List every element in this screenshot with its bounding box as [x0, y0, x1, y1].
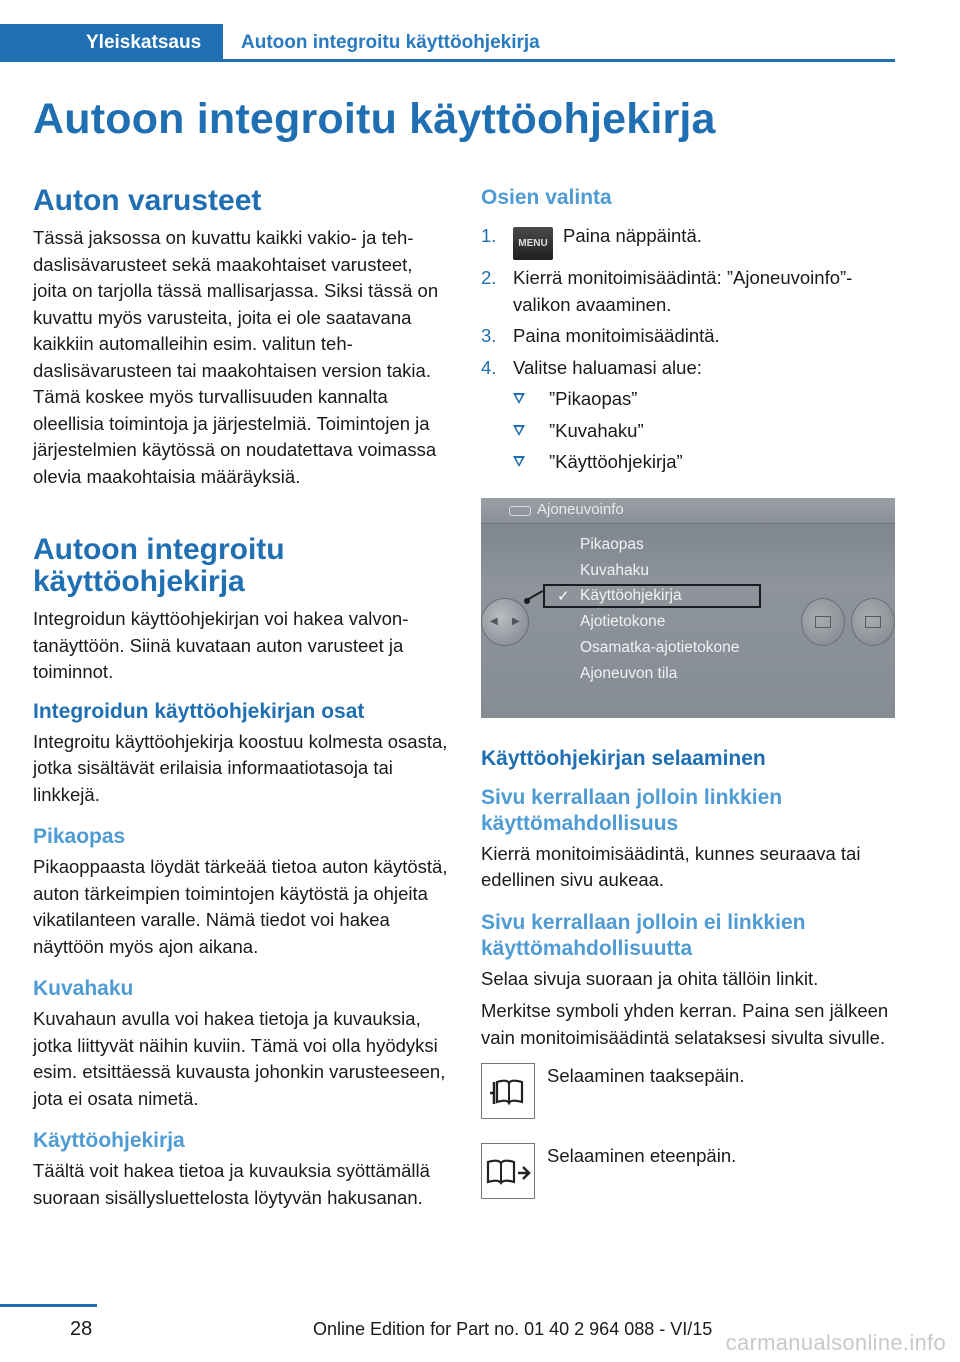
- footer-rule: [0, 1304, 97, 1307]
- heading-selaaminen: Käyttöohjekirjan selaaminen: [481, 746, 766, 770]
- chapter-header: [0, 24, 895, 62]
- book-back-icon: [481, 1063, 535, 1119]
- book-forward-icon: [481, 1143, 535, 1199]
- paragraph-kayttoohjekirja: Täältä voit hakea tietoa ja kuvauksia syöttämällä suoraan sisällysluettelosta löytyvän hakusanan.: [33, 1160, 430, 1208]
- controller-knob-icon: ◀ ▶: [481, 598, 529, 646]
- heading-pikaopas: Pikaopas: [33, 825, 126, 848]
- bullet-triangle-icon: [513, 456, 525, 467]
- paragraph-integroidun-osat: Integroitu käyttöohjekirja koostuu kolmesta osasta, jotka sisältävät erilaisia informaatiotasoja tai linkkejä.: [33, 730, 448, 805]
- edition-info: Online Edition for Part no. 01 40 2 964 088 - VI/15: [313, 1319, 713, 1339]
- paragraph-kuvahaku: Kuvahaun avulla voi hakea tietoja ja kuvauksia, jotka liittyvät näihin kuviin. Tämä voi olla hyödyksi esim. etsittäessä kuvausta johonkin varusteeseen, jota ei osata nimetä.: [33, 1008, 446, 1109]
- car-icon: [509, 506, 531, 516]
- screen-side-button-icon: [851, 598, 895, 646]
- paragraph-pikaopas: Pikaoppaasta löydät tärkeää tietoa auton käytöstä, auton tärkeimpien toimintojen käytöstä ja ohjeita vikatilanteen varalle. Nämä tiedot voi hakea näyttöön myös ajon aikana.: [33, 856, 448, 957]
- chapter-tab-yleiskatsaus[interactable]: Yleiskatsaus: [0, 24, 223, 62]
- screen-menu-item: Osamatka-ajotietokone: [580, 638, 740, 656]
- bullet-triangle-icon: [513, 393, 525, 404]
- heading-sivu-linkit: Sivu kerrallaan jolloin linkkien käyttömahdollisuus: [481, 785, 783, 835]
- section-tab-integrated-manual[interactable]: Autoon integroitu käyttöohjekirja: [241, 32, 540, 53]
- right-column: [481, 185, 901, 1201]
- step-item: 4. Valitse haluamasi alue:: [481, 356, 702, 378]
- forward-label: Selaaminen eteenpäin.: [547, 1145, 737, 1166]
- step-item: 2. Kierrä monitoimisäädintä: ”Ajoneuvoinfo”-valikon avaaminen.: [481, 267, 853, 315]
- heading-kayttoohjekirja: Käyttöohjekirja: [33, 1129, 185, 1152]
- heading-auton-varusteet: Auton varusteet: [33, 184, 262, 217]
- heading-autoon-integroitu: Autoon integroitu käyttöohjekirja: [33, 533, 285, 598]
- screen-menu-item: Ajotietokone: [580, 612, 666, 630]
- pointer-line: [527, 590, 544, 601]
- paragraph-auton-varusteet: Tässä jaksossa on kuvattu kaikki vakio- ja tehdaslisävarusteet sekä maakohtaiset varusteet, joita on tarjolla tässä mallisarjassa. Siksi tässä on kuvattu myös varusteita, joita ei ole saatavana kaikkiin automalleihin esim. valitun tehdaslisävarusteen tai maakohtaisen version takia. Tämä koskee myös turvallisuuden kannalta oleellisia toimintoja ja järjestelmiä. Toimintojen ja järjestelmien käytössä on noudatettava voimassa olevia maakohtaisia määräyksiä.: [33, 227, 439, 487]
- heading-integroidun-osat: Integroidun käyttöohjekirjan osat: [33, 699, 365, 723]
- option-item: ”Pikaopas”: [481, 386, 901, 413]
- bullet-triangle-icon: [513, 425, 525, 436]
- step-item: 3. Paina monitoimisäädintä.: [481, 325, 720, 346]
- heading-sivu-ei-linkit: Sivu kerrallaan jolloin ei linkkien käyttömahdollisuutta: [481, 910, 806, 960]
- screen-menu-item: Pikaopas: [580, 535, 644, 553]
- heading-osien-valinta: Osien valinta: [481, 186, 612, 209]
- screen-menu-item: Kuvahaku: [580, 561, 649, 579]
- option-item: ”Kuvahaku”: [481, 418, 901, 445]
- back-row: [481, 1063, 901, 1121]
- paragraph-sivu-linkit: Kierrä monitoimisäädintä, kunnes seuraava tai edellinen sivu aukeaa.: [481, 842, 861, 890]
- forward-row: [481, 1143, 901, 1201]
- paragraph-sivu-ei-linkit-2: Merkitse symboli yhden kerran. Paina sen jälkeen vain monitoimisäädintä selataksesi sivulta sivulle.: [481, 1000, 889, 1048]
- screen-title-bar: Ajoneuvoinfo: [481, 498, 895, 524]
- options-list: [481, 386, 901, 476]
- paragraph-sivu-ei-linkit-1: Selaa sivuja suoraan ja ohita tällöin linkit.: [481, 967, 819, 989]
- paragraph-autoon-integroitu: Integroidun käyttöohjekirjan voi hakea valvontanäyttöön. Siinä kuvataan auton varusteet ja toiminnot.: [33, 608, 409, 682]
- checkmark-icon: ✓: [557, 587, 570, 605]
- left-column: [33, 185, 451, 1211]
- menu-button-icon: MENU: [513, 227, 553, 260]
- option-item: ”Käyttöohjekirja”: [481, 449, 901, 476]
- screen-menu-item-selected: Käyttöohjekirja: [580, 586, 682, 604]
- steps-list: [481, 223, 901, 381]
- screen-menu-item: Ajoneuvon tila: [580, 664, 678, 682]
- page-number: 28: [70, 1318, 93, 1340]
- step-item: 1. MENU Paina näppäintä.: [481, 223, 901, 260]
- back-label: Selaaminen taaksepäin.: [547, 1065, 745, 1086]
- page-title: Autoon integroitu käyttöohjekirja: [33, 95, 716, 143]
- heading-kuvahaku: Kuvahaku: [33, 977, 134, 1000]
- idrive-screen-image: [481, 498, 895, 718]
- header-rule: [223, 59, 895, 62]
- watermark: carmanualsonline.info: [725, 1330, 946, 1355]
- screen-side-button-icon: [801, 598, 845, 646]
